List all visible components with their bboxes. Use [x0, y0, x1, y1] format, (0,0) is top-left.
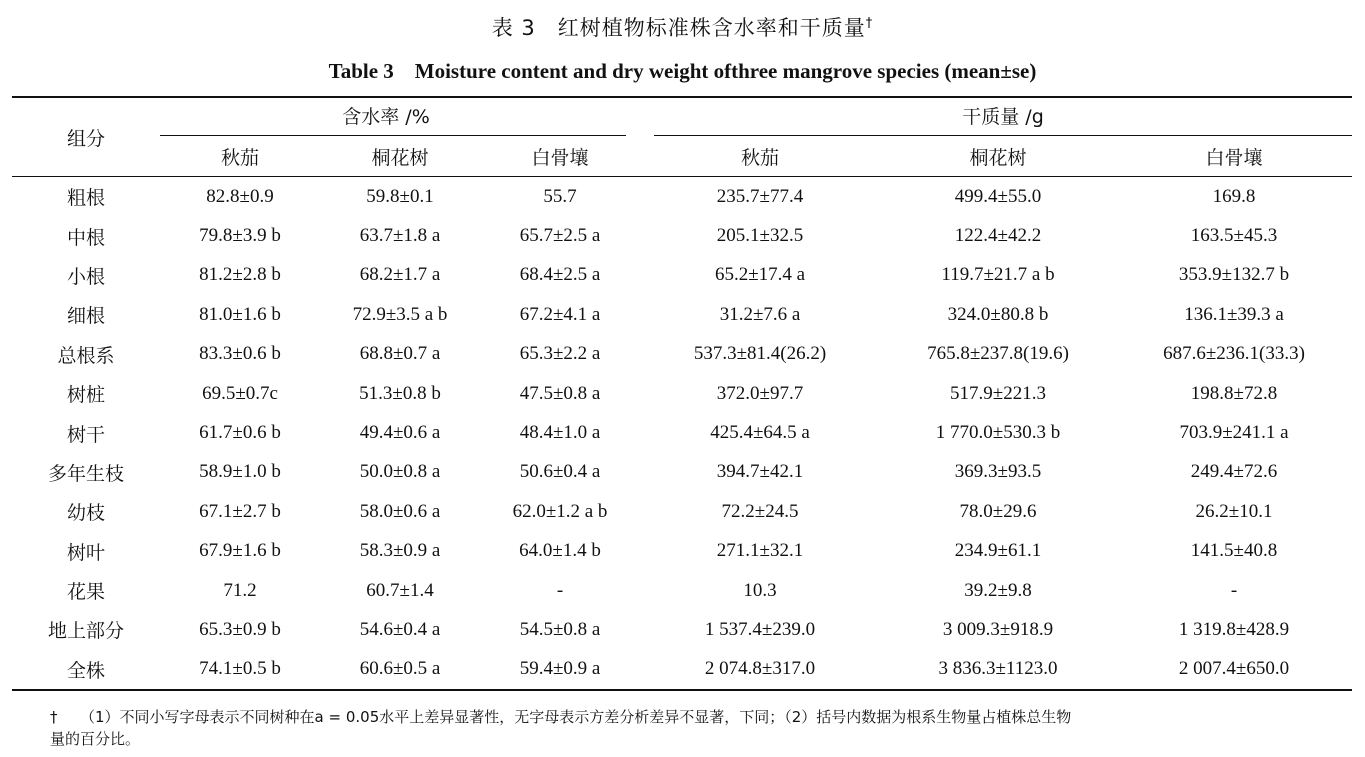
- title-dagger-mark: †: [865, 16, 874, 31]
- table-cell: 63.7±1.8 a: [359, 225, 441, 247]
- row-label: 全株: [66, 659, 105, 682]
- table-cell: 425.4±64.5 a: [710, 422, 810, 444]
- footnote-line-2: 量的百分比。: [50, 730, 141, 748]
- table-cell: 51.3±0.8 b: [359, 382, 441, 404]
- table-cell: 3 836.3±1123.0: [938, 658, 1058, 680]
- table-cell: 65.7±2.5 a: [519, 225, 601, 247]
- table-cell: 68.2±1.7 a: [359, 264, 441, 286]
- table-row: [12, 610, 1352, 649]
- table-cell: 60.7±1.4: [366, 579, 434, 601]
- table-cell: 59.4±0.9 a: [519, 658, 601, 680]
- table-cell: 537.3±81.4(26.2): [693, 343, 827, 365]
- title-cn-text: 表 3 红树植物标准株含水率和干质量: [491, 16, 866, 40]
- table-cell: 122.4±42.2: [954, 225, 1042, 247]
- row-label: 中根: [66, 226, 105, 249]
- table-cell: 71.2: [223, 579, 257, 601]
- data-table-container: [12, 96, 1352, 691]
- table-cell: 81.0±1.6 b: [199, 303, 281, 325]
- table-title-chinese: [0, 12, 1365, 42]
- row-label: 树桩: [66, 384, 105, 407]
- table-cell: 50.6±0.4 a: [519, 461, 601, 483]
- table-cell: 67.9±1.6 b: [199, 540, 281, 562]
- table-cell: 82.8±0.9: [206, 185, 274, 207]
- species-header-aegiceras-moisture: 桐花树: [371, 146, 429, 169]
- table-cell: 68.8±0.7 a: [359, 343, 441, 365]
- table-cell: 119.7±21.7 a b: [941, 264, 1055, 286]
- table-cell: 67.1±2.7 b: [199, 500, 281, 522]
- species-header-kandelia-dryweight: 秋茄: [740, 146, 779, 169]
- footnote-dagger-mark: †: [50, 708, 58, 726]
- table-cell: 163.5±45.3: [1190, 225, 1278, 247]
- table-cell: 324.0±80.8 b: [947, 303, 1049, 325]
- row-label: 多年生枝: [47, 462, 124, 485]
- table-cell: 59.8±0.1: [366, 185, 434, 207]
- table-cell: 1 537.4±239.0: [704, 618, 816, 640]
- table-cell: 61.7±0.6 b: [199, 422, 281, 444]
- table-row: [12, 532, 1352, 571]
- table-cell: 49.4±0.6 a: [359, 422, 441, 444]
- table-cell: 517.9±221.3: [950, 382, 1046, 404]
- table-cell: 169.8: [1212, 185, 1256, 207]
- table-cell: 69.5±0.7c: [202, 382, 278, 404]
- table-cell: 50.0±0.8 a: [359, 461, 441, 483]
- table-body: [12, 177, 1352, 691]
- table-cell: 79.8±3.9 b: [199, 225, 281, 247]
- table-cell: 687.6±236.1(33.3): [1163, 343, 1305, 365]
- table-cell: 78.0±29.6: [959, 500, 1037, 522]
- table-title-english: Table 3 Moisture content and dry weight ofthree mangrove species (mean±se): [328, 59, 1037, 83]
- table-cell: 249.4±72.6: [1190, 461, 1278, 483]
- row-label: 幼枝: [66, 502, 105, 525]
- row-label: 树干: [66, 423, 105, 446]
- table-row: [12, 571, 1352, 610]
- table-footnote: [50, 706, 1350, 750]
- table-cell: 703.9±241.1 a: [1179, 422, 1289, 444]
- table-cell: 1 319.8±428.9: [1178, 618, 1290, 640]
- table-cell: 65.3±0.9 b: [199, 618, 281, 640]
- moisture-group-header: [160, 97, 640, 136]
- table-row: [12, 256, 1352, 295]
- table-cell: 72.9±3.5 a b: [352, 303, 448, 325]
- table-cell: 141.5±40.8: [1190, 540, 1278, 562]
- species-header-aegiceras-dryweight: 桐花树: [969, 146, 1027, 169]
- table-cell: 48.4±1.0 a: [519, 422, 601, 444]
- component-column-header: 组分: [66, 127, 105, 150]
- table-cell: 74.1±0.5 b: [199, 658, 281, 680]
- table-cell: 2 074.8±317.0: [704, 658, 816, 680]
- table-cell: 10.3: [743, 579, 777, 601]
- table-cell: 67.2±4.1 a: [519, 303, 601, 325]
- table-cell: 205.1±32.5: [716, 225, 804, 247]
- species-header-kandelia-moisture: 秋茄: [220, 146, 259, 169]
- table-cell: 39.2±9.8: [964, 579, 1032, 601]
- table-cell: 54.6±0.4 a: [359, 618, 441, 640]
- table-cell: 65.2±17.4 a: [714, 264, 806, 286]
- row-label: 小根: [66, 265, 105, 288]
- table-cell: 58.9±1.0 b: [199, 461, 281, 483]
- footnote-line-1: [50, 706, 1350, 728]
- species-header-avicennia-dryweight: 白骨壤: [1205, 146, 1263, 169]
- row-label: 花果: [66, 581, 105, 604]
- table-cell: 64.0±1.4 b: [519, 540, 601, 562]
- table-cell: 26.2±10.1: [1195, 500, 1273, 522]
- table-cell: 83.3±0.6 b: [199, 343, 281, 365]
- table-cell: 394.7±42.1: [716, 461, 804, 483]
- table-cell: 765.8±237.8(19.6): [927, 343, 1069, 365]
- table-cell: 81.2±2.8 b: [199, 264, 281, 286]
- table-cell: 1 770.0±530.3 b: [935, 422, 1061, 444]
- table-cell: 136.1±39.3 a: [1184, 303, 1284, 325]
- table-row: [12, 453, 1352, 492]
- table-cell: 72.2±24.5: [721, 500, 799, 522]
- table-cell: 271.1±32.1: [716, 540, 804, 562]
- footnote-text-1: （1）不同小写字母表示不同树种在a = 0.05水平上差异显著性，无字母表示方差分析差异不显著，下同；（2）括号内数据为根系生物量占植株总生物: [80, 708, 1072, 726]
- table-cell: 58.0±0.6 a: [359, 500, 441, 522]
- row-label: 细根: [66, 305, 105, 328]
- table-cell: 369.3±93.5: [954, 461, 1042, 483]
- table-cell: 47.5±0.8 a: [519, 382, 601, 404]
- table-cell: 54.5±0.8 a: [519, 618, 601, 640]
- table-row: [12, 492, 1352, 531]
- table-cell: 372.0±97.7: [716, 382, 804, 404]
- dryweight-group-header: [640, 97, 1352, 136]
- table-cell: 499.4±55.0: [954, 185, 1042, 207]
- table-cell: 31.2±7.6 a: [719, 303, 801, 325]
- table-cell: 3 009.3±918.9: [942, 618, 1054, 640]
- table-cell: 198.8±72.8: [1190, 382, 1278, 404]
- table-row: [12, 413, 1352, 452]
- row-label: 树叶: [66, 541, 105, 564]
- species-header-avicennia-moisture: 白骨壤: [531, 146, 589, 169]
- table-row: [12, 650, 1352, 690]
- table-cell: 62.0±1.2 a b: [512, 500, 608, 522]
- moisture-dryweight-table: [12, 96, 1352, 691]
- table-row: [12, 216, 1352, 255]
- table-cell: 2 007.4±650.0: [1178, 658, 1290, 680]
- table-cell: 65.3±2.2 a: [519, 343, 601, 365]
- table-cell: 353.9±132.7 b: [1178, 264, 1290, 286]
- moisture-group-label: 含水率 /%: [342, 105, 430, 128]
- row-label: 地上部分: [47, 620, 124, 643]
- dryweight-group-label: 干质量 /g: [962, 105, 1044, 128]
- table-cell: 60.6±0.5 a: [359, 658, 441, 680]
- table-cell: 58.3±0.9 a: [359, 540, 441, 562]
- table-cell: -: [1230, 579, 1238, 601]
- table-row: [12, 177, 1352, 217]
- table-cell: -: [556, 579, 564, 601]
- table-cell: 68.4±2.5 a: [519, 264, 601, 286]
- table-row: [12, 295, 1352, 334]
- table-cell: 234.9±61.1: [954, 540, 1042, 562]
- row-label: 粗根: [66, 187, 105, 210]
- table-cell: 235.7±77.4: [716, 185, 804, 207]
- table-cell: 55.7: [543, 185, 577, 207]
- row-label: 总根系: [57, 344, 115, 367]
- table-row: [12, 374, 1352, 413]
- table-row: [12, 335, 1352, 374]
